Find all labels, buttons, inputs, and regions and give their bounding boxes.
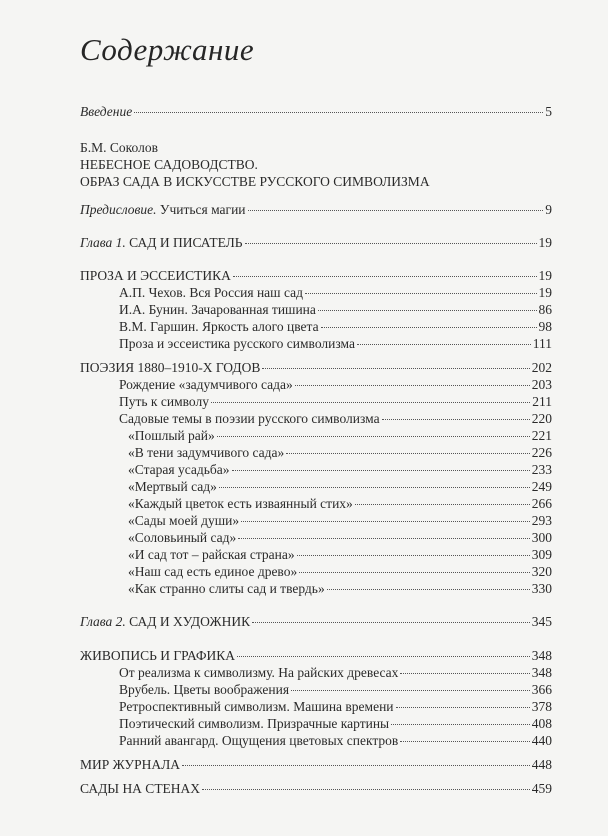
toc-entry: «Наш сад есть единое древо» 320 <box>128 564 552 579</box>
toc-entry: Рождение «задумчивого сада» 203 <box>119 377 552 392</box>
toc-entry: ЖИВОПИСЬ И ГРАФИКА 348 <box>80 648 552 663</box>
toc-entry: Ранний авангард. Ощущения цветовых спектров 440 <box>119 733 552 748</box>
toc-entry: ПРОЗА И ЭССЕИСТИКА 19 <box>80 268 552 283</box>
toc-entry: «Как странно слиты сад и твердь» 330 <box>128 581 552 596</box>
toc-entry: «Мертвый сад» 249 <box>128 479 552 494</box>
toc-entry: «Сады моей души» 293 <box>128 513 552 528</box>
toc-entry: Проза и эссеистика русского символизма 111 <box>119 336 552 351</box>
toc-entry: Предисловие. Учиться магии 9 <box>80 202 552 217</box>
author-block <box>80 139 430 190</box>
toc-entry: «В тени задумчивого сада» 226 <box>128 445 552 460</box>
toc-entry: САДЫ НА СТЕНАХ 459 <box>80 781 552 796</box>
toc-entry: ПОЭЗИЯ 1880–1910-Х ГОДОВ 202 <box>80 360 552 375</box>
toc-entry: «Каждый цветок есть изваянный стих» 266 <box>128 496 552 511</box>
toc-entry: А.П. Чехов. Вся Россия наш сад 19 <box>119 285 552 300</box>
toc-entry: Путь к символу 211 <box>119 394 552 409</box>
toc-entry: Врубель. Цветы воображения 366 <box>119 682 552 697</box>
toc-entry: «И сад тот – райская страна» 309 <box>128 547 552 562</box>
author-name: Б.М. Соколов <box>80 140 158 155</box>
toc-entry: Поэтический символизм. Призрачные картины 408 <box>119 716 552 731</box>
toc-entry: Введение 5 <box>80 104 552 119</box>
book-title-line-2: ОБРАЗ САДА В ИСКУССТВЕ РУССКОГО СИМВОЛИЗМА <box>80 174 430 189</box>
toc-entry: Глава 1. САД И ПИСАТЕЛЬ 19 <box>80 235 552 250</box>
page-title: Содержание <box>80 32 255 67</box>
toc-entry: «Соловьиный сад» 300 <box>128 530 552 545</box>
toc-entry: От реализма к символизму. На райских древесах 348 <box>119 665 552 680</box>
toc-entry: И.А. Бунин. Зачарованная тишина 86 <box>119 302 552 317</box>
toc-entry: Глава 2. САД И ХУДОЖНИК 345 <box>80 614 552 629</box>
toc-entry: Садовые темы в поэзии русского символизма 220 <box>119 411 552 426</box>
toc-entry: «Пошлый рай» 221 <box>128 428 552 443</box>
toc-entry: «Старая усадьба» 233 <box>128 462 552 477</box>
toc-entry: МИР ЖУРНАЛА 448 <box>80 757 552 772</box>
toc-entry: Ретроспективный символизм. Машина времени 378 <box>119 699 552 714</box>
book-title-line-1: НЕБЕСНОЕ САДОВОДСТВО. <box>80 157 258 172</box>
toc-entry: В.М. Гаршин. Яркость алого цвета 98 <box>119 319 552 334</box>
